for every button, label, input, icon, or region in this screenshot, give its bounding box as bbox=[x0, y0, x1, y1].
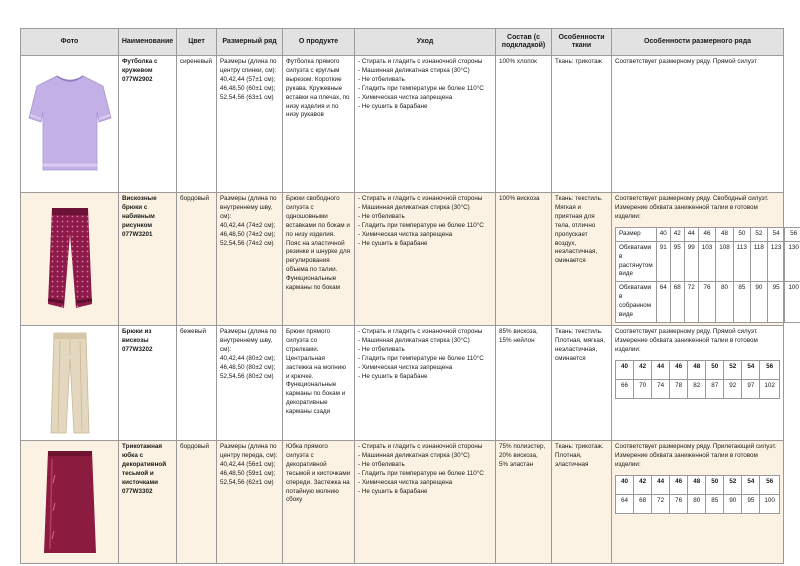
product-care bbox=[355, 56, 496, 193]
product-fabric: Ткань: текстиль. Мягкая и приятная для тела, отлично пропускает воздух, неэластичная, сминается bbox=[552, 193, 612, 326]
size-cell: 56 bbox=[760, 360, 780, 379]
care-item: - Не отбеливать bbox=[358, 461, 492, 470]
care-item: - Не сушить в барабане bbox=[358, 103, 492, 112]
size-cell: 46 bbox=[698, 227, 716, 241]
header-fabric: Особенности ткани bbox=[552, 29, 612, 56]
size-cell: 46 bbox=[670, 360, 688, 379]
size-cell: 54 bbox=[767, 227, 785, 241]
product-color: сиреневый bbox=[177, 56, 217, 193]
size-cell: 123 bbox=[767, 241, 785, 282]
product-name: Трикотажная юбка с декоративной тесьмой и кисточками 077W3302 bbox=[119, 440, 177, 563]
care-item: - Химическая чистка запрещена bbox=[358, 364, 492, 373]
size-cell: 103 bbox=[698, 241, 716, 282]
size-table-row bbox=[616, 494, 780, 513]
care-item: - Химическая чистка запрещена bbox=[358, 231, 492, 240]
header-size-specifics: Особенности размерного ряда bbox=[612, 29, 784, 56]
care-item: - Химическая чистка запрещена bbox=[358, 479, 492, 488]
care-item: - Не сушить в барабане bbox=[358, 488, 492, 497]
product-photo-cell bbox=[21, 193, 119, 326]
size-cell: 48 bbox=[716, 227, 734, 241]
size-cell: 42 bbox=[634, 360, 652, 379]
header-row bbox=[21, 29, 784, 56]
size-cell: 64 bbox=[656, 282, 670, 323]
size-cell: 78 bbox=[670, 379, 688, 398]
product-fabric: Ткань: трикотаж bbox=[552, 56, 612, 193]
size-cell: 52 bbox=[750, 227, 767, 241]
product-size-range: Размеры (длина по внутреннему шву, см): 40,42,44 (74±2 см); 46,48,50 (74±2 см); 52,54,56 (74±2 см) bbox=[217, 193, 283, 326]
size-cell: 46 bbox=[670, 475, 688, 494]
product-color: бордовый bbox=[177, 440, 217, 563]
size-cell: 91 bbox=[656, 241, 670, 282]
size-cell: 44 bbox=[684, 227, 698, 241]
product-about: Брюки прямого силуэта со стрелками. Центральная застежка на молнию и крючке. Функциональные карманы по бокам и декоративные карманы сзади bbox=[283, 325, 355, 440]
product-size-range: Размеры (длина по внутреннему шву, см): 40,42,44 (80±2 см); 46,48,50 (80±2 см); 52,54,56 (80±2 см) bbox=[217, 325, 283, 440]
product-name: Брюки из вискозы 077W3202 bbox=[119, 325, 177, 440]
size-cell: 108 bbox=[716, 241, 734, 282]
care-item: - Гладить при температуре не более 110°С bbox=[358, 470, 492, 479]
size-cell: 87 bbox=[706, 379, 724, 398]
product-composition: 75% полиэстер, 20% вискоза, 5% эластан bbox=[496, 440, 552, 563]
product-row bbox=[21, 56, 784, 193]
size-cell: 82 bbox=[688, 379, 706, 398]
size-cell: 85 bbox=[733, 282, 750, 323]
size-cell: 54 bbox=[742, 475, 760, 494]
care-item: - Стирать и гладить с изнаночной стороны bbox=[358, 328, 492, 337]
product-care bbox=[355, 440, 496, 563]
size-cell: 54 bbox=[742, 360, 760, 379]
product-name: Вискозные брюки с набивным рисунком 077W3201 bbox=[119, 193, 177, 326]
product-photo-cell bbox=[21, 440, 119, 563]
size-cell: 74 bbox=[652, 379, 670, 398]
size-cell: 44 bbox=[652, 475, 670, 494]
size-cell: 50 bbox=[733, 227, 750, 241]
product-composition: 100% хлопок bbox=[496, 56, 552, 193]
product-name: Футболка с кружевом 077W2902 bbox=[119, 56, 177, 193]
header-name: Наименование bbox=[119, 29, 177, 56]
care-item: - Машинная деликатная стирка (30°С) bbox=[358, 204, 492, 213]
product-table bbox=[20, 28, 799, 564]
care-item: - Гладить при температуре не более 110°С bbox=[358, 355, 492, 364]
size-cell: 97 bbox=[742, 379, 760, 398]
size-label: Обхватами в собранном виде bbox=[616, 282, 657, 323]
care-item: - Гладить при температуре не более 110°С bbox=[358, 222, 492, 231]
size-label: Размер bbox=[616, 227, 657, 241]
header-composition: Состав (с подкладкой) bbox=[496, 29, 552, 56]
size-cell: 130 bbox=[785, 241, 800, 282]
product-size-specifics: Соответствует размерному ряду. Прилегающий силуэт. Измерение обхвата заниженной талии в готовом изделии: 40 42 44 46 48 50 52 54 56 64 68 72 76 80 85 90 95 100 bbox=[612, 440, 784, 563]
product-composition: 100% вискоза bbox=[496, 193, 552, 326]
size-table bbox=[615, 360, 780, 399]
product-size-specifics: Соответствует размерному ряду. Прямой силуэт bbox=[612, 56, 784, 193]
product-color: бордовый bbox=[177, 193, 217, 326]
size-cell: 56 bbox=[760, 475, 780, 494]
size-cell: 85 bbox=[706, 494, 724, 513]
size-cell: 95 bbox=[767, 282, 785, 323]
size-cell: 118 bbox=[750, 241, 767, 282]
size-cell: 40 bbox=[616, 360, 634, 379]
size-table bbox=[615, 475, 780, 514]
product-care bbox=[355, 193, 496, 326]
product-row bbox=[21, 325, 784, 440]
header-care: Уход bbox=[355, 29, 496, 56]
product-size-range: Размеры (длина по центру переда, см): 40,42,44 (56±1 см); 46,48,50 (59±1 см); 52,54,56 (62±1 см) bbox=[217, 440, 283, 563]
size-cell: 95 bbox=[742, 494, 760, 513]
size-cell: 42 bbox=[670, 227, 684, 241]
product-row bbox=[21, 193, 784, 326]
size-cell: 80 bbox=[716, 282, 734, 323]
size-table-row bbox=[616, 360, 780, 379]
product-color: бежевый bbox=[177, 325, 217, 440]
size-cell: 50 bbox=[706, 475, 724, 494]
product-about: Футболка прямого силуэта с круглым вырезом. Короткие рукава. Кружевные вставки на плечах, по низу изделия и по низу рукавов bbox=[283, 56, 355, 193]
size-cell: 92 bbox=[724, 379, 742, 398]
size-cell: 66 bbox=[616, 379, 634, 398]
size-cell: 100 bbox=[785, 282, 800, 323]
care-item: - Стирать и гладить с изнаночной стороны bbox=[358, 58, 492, 67]
tshirt-body bbox=[29, 76, 111, 170]
header-about: О продукте bbox=[283, 29, 355, 56]
care-item: - Не отбеливать bbox=[358, 213, 492, 222]
product-about: Юбка прямого силуэта с декоративной тесьмой и кисточками спереди. Застежка на потайную молнию сбоку bbox=[283, 440, 355, 563]
size-table-row bbox=[616, 241, 800, 282]
product-about: Брюки свободного силуэта с одношовными вставками по бокам и по низу изделия. Пояс на эластичной резинке и шнурке для регулирования объема по талии. Функциональные карманы по бокам bbox=[283, 193, 355, 326]
care-item: - Не отбеливать bbox=[358, 76, 492, 85]
size-cell: 80 bbox=[688, 494, 706, 513]
size-cell: 99 bbox=[684, 241, 698, 282]
product-size-specifics: Соответствует размерному ряду. Свободный силуэт. Измерение обхвата заниженной талии в готовом изделии: Размер 40 42 44 46 48 50 52 54 56 Обхватами в растянутом виде 91 95 99 103 108 113 118 123 130 Обхватами в собранном виде 64 68 72 76 80 85 90 95 100 bbox=[612, 193, 784, 326]
product-fabric: Ткань: текстиль. Плотная, мягкая, неэластичная, сминается bbox=[552, 325, 612, 440]
size-cell: 68 bbox=[670, 282, 684, 323]
size-cell: 52 bbox=[724, 360, 742, 379]
size-cell: 72 bbox=[652, 494, 670, 513]
header-photo: Фото bbox=[21, 29, 119, 56]
size-cell: 76 bbox=[698, 282, 716, 323]
size-cell: 48 bbox=[688, 360, 706, 379]
care-item: - Стирать и гладить с изнаночной стороны bbox=[358, 195, 492, 204]
size-cell: 40 bbox=[616, 475, 634, 494]
size-label: Обхватами в растянутом виде bbox=[616, 241, 657, 282]
size-cell: 90 bbox=[724, 494, 742, 513]
size-cell: 72 bbox=[684, 282, 698, 323]
size-cell: 100 bbox=[760, 494, 780, 513]
product-row bbox=[21, 440, 784, 563]
product-size-range: Размеры (длина по центру спинки, см): 40,42,44 (57±1 см); 46,48,50 (60±1 см); 52,54,56 (63±1 см) bbox=[217, 56, 283, 193]
care-item: - Гладить при температуре не более 110°С bbox=[358, 85, 492, 94]
header-size-range: Размерный ряд bbox=[217, 29, 283, 56]
size-cell: 42 bbox=[634, 475, 652, 494]
size-cell: 68 bbox=[634, 494, 652, 513]
care-item: - Не сушить в барабане bbox=[358, 240, 492, 249]
product-fabric: Ткань: трикотаж. Плотная, эластичная bbox=[552, 440, 612, 563]
size-cell: 56 bbox=[785, 227, 800, 241]
size-cell: 52 bbox=[724, 475, 742, 494]
size-cell: 70 bbox=[634, 379, 652, 398]
trousers-image bbox=[40, 204, 100, 314]
tshirt-image bbox=[27, 62, 113, 186]
size-cell: 90 bbox=[750, 282, 767, 323]
size-cell: 64 bbox=[616, 494, 634, 513]
product-composition: 85% вискоза, 15% нейлон bbox=[496, 325, 552, 440]
care-item: - Не отбеливать bbox=[358, 346, 492, 355]
product-care bbox=[355, 325, 496, 440]
size-cell: 44 bbox=[652, 360, 670, 379]
care-item: - Машинная деликатная стирка (30°С) bbox=[358, 67, 492, 76]
product-photo-cell bbox=[21, 56, 119, 193]
size-table-row bbox=[616, 282, 800, 323]
skirt-image bbox=[38, 445, 102, 559]
care-item: - Машинная деликатная стирка (30°С) bbox=[358, 452, 492, 461]
size-cell: 102 bbox=[760, 379, 780, 398]
care-item: - Машинная деликатная стирка (30°С) bbox=[358, 337, 492, 346]
care-item: - Стирать и гладить с изнаночной стороны bbox=[358, 443, 492, 452]
product-size-specifics: Соответствует размерному ряду. Прямой силуэт. Измерение обхвата заниженной талии в готовом изделии: 40 42 44 46 48 50 52 54 56 66 70 74 78 82 87 92 97 102 bbox=[612, 325, 784, 440]
size-cell: 113 bbox=[733, 241, 750, 282]
size-table-row bbox=[616, 227, 800, 241]
care-item: - Химическая чистка запрещена bbox=[358, 94, 492, 103]
size-table bbox=[615, 227, 800, 323]
trousers-image bbox=[40, 329, 100, 437]
size-cell: 95 bbox=[670, 241, 684, 282]
care-item: - Не сушить в барабане bbox=[358, 373, 492, 382]
size-cell: 50 bbox=[706, 360, 724, 379]
size-cell: 76 bbox=[670, 494, 688, 513]
product-photo-cell bbox=[21, 325, 119, 440]
size-table-row bbox=[616, 475, 780, 494]
size-cell: 48 bbox=[688, 475, 706, 494]
header-color: Цвет bbox=[177, 29, 217, 56]
size-cell: 40 bbox=[656, 227, 670, 241]
size-table-row bbox=[616, 379, 780, 398]
